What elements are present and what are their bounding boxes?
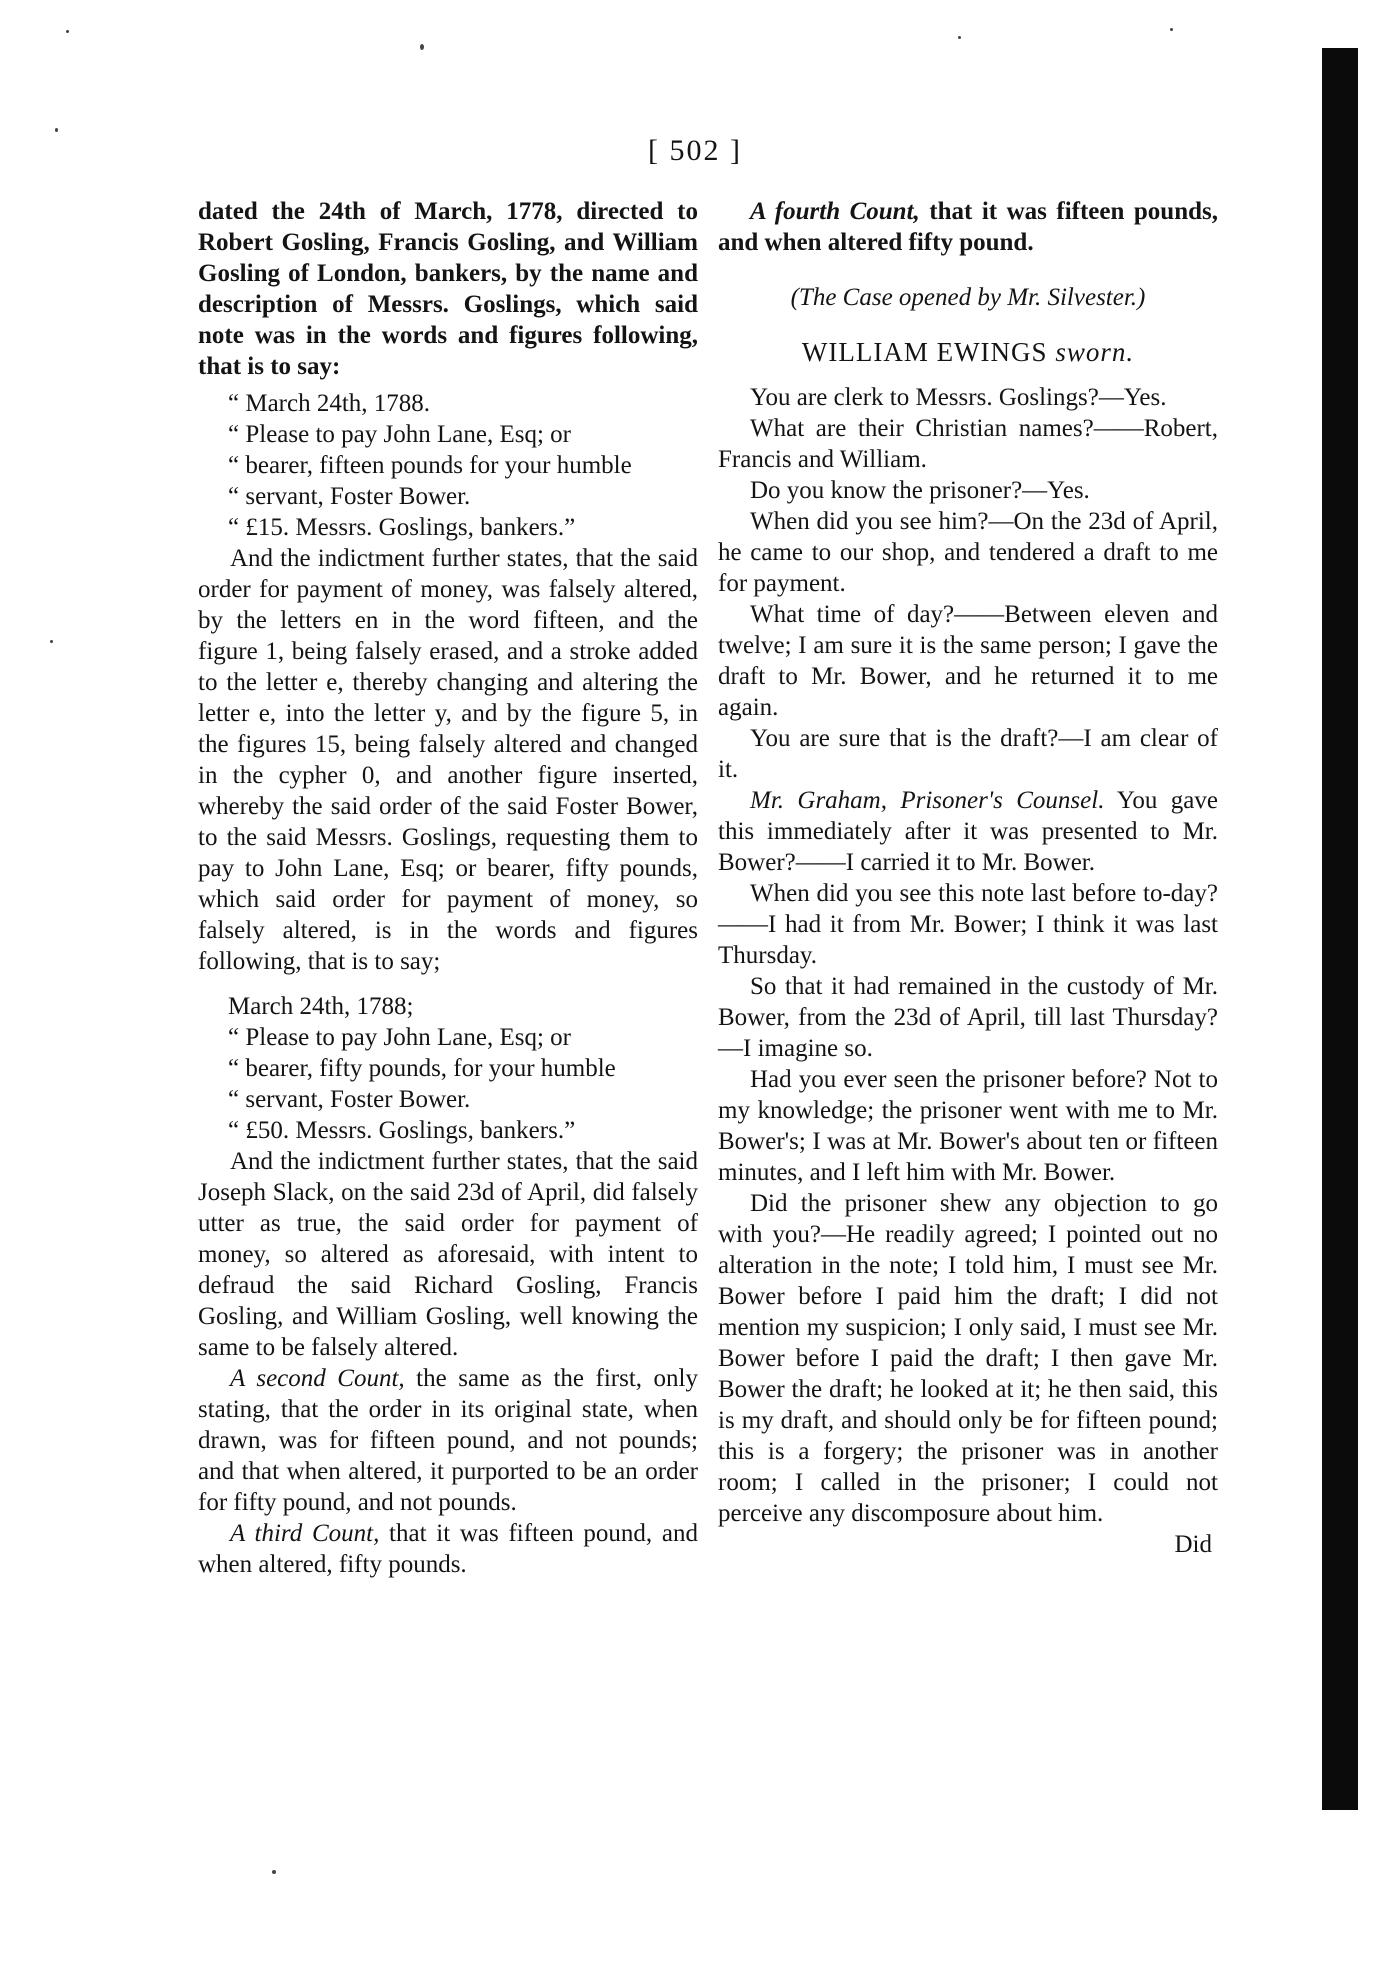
counsel-text: You gave this immediately after it was presented to Mr. Bower?——I carried it to Mr. Bower. bbox=[718, 787, 1218, 876]
exchange-1: You are clerk to Messrs. Goslings?—Yes. bbox=[750, 384, 1167, 411]
exchange-9: Had you ever seen the prisoner before? Not to my knowledge; the prisoner went with me to Mr. Bower's; I was at Mr. Bower's about ten or fifteen minutes, and I left him with Mr. Bower. bbox=[718, 1066, 1218, 1186]
second-count-paragraph bbox=[198, 1363, 698, 1518]
exchange-8: So that it had remained in the custody of Mr. Bower, from the 23d of April, till last Thursday?—I imagine so. bbox=[718, 973, 1218, 1062]
quote-2-line-2: “ bearer, fifty pounds, for your humble bbox=[228, 1055, 616, 1082]
witness-name: WILLIAM EWINGS bbox=[801, 337, 1048, 367]
scan-speck bbox=[50, 640, 53, 643]
fourth-count-paragraph bbox=[718, 196, 1218, 258]
catchword: Did bbox=[1174, 1531, 1212, 1558]
witness-heading bbox=[718, 337, 1218, 368]
exchange-10: Did the prisoner shew any objection to go with you?—He readily agreed; I pointed out no alteration in the note; I told him, I must see Mr. Bower before I paid him the draft; I did not mention my suspicion; I only said, I must see Mr. Bower before I paid the draft; I then gave Mr. Bower the draft; he looked at it; he then said, this is my draft, and should only be for fifteen pound; this is a forgery; the prisoner was in another room; I called in the prisoner; I could not perceive any discomposure about him. bbox=[718, 1190, 1218, 1527]
quote-2-line-3: “ servant, Foster Bower. bbox=[228, 1086, 471, 1113]
scan-speck bbox=[958, 36, 961, 39]
counsel-paragraph bbox=[718, 785, 1218, 878]
witness-sworn: sworn. bbox=[1047, 337, 1135, 367]
third-count-label: A third Count, bbox=[230, 1520, 380, 1547]
third-count-paragraph bbox=[198, 1518, 698, 1580]
exchange-2: What are their Christian names?——Robert, Francis and William. bbox=[718, 415, 1218, 473]
fourth-count-label: A fourth Count, bbox=[750, 198, 920, 225]
scan-speck bbox=[272, 1870, 276, 1874]
quote-1-line-3: “ servant, Foster Bower. bbox=[228, 483, 471, 510]
third-count-text: that it was fifteen pound, and when altered, fifty pounds. bbox=[198, 1520, 698, 1578]
second-count-label: A second Count, bbox=[230, 1365, 405, 1392]
page-number: [ 502 ] bbox=[648, 134, 742, 167]
case-note: (The Case opened by Mr. Silvester.) bbox=[790, 284, 1146, 311]
quote-1-line-2: “ bearer, fifteen pounds for your humble bbox=[228, 452, 632, 479]
second-count-text: the same as the first, only stating, that the order in its original state, when drawn, was for fifteen pound, and not pounds; and that when altered, it purported to be an order for fifty pound, and not pounds. bbox=[198, 1365, 698, 1516]
scan-speck bbox=[55, 128, 58, 132]
quote-2-line-1: “ Please to pay John Lane, Esq; or bbox=[228, 1024, 571, 1051]
right-column bbox=[718, 196, 1218, 1560]
left-column bbox=[198, 196, 698, 1580]
exchange-3: Do you know the prisoner?—Yes. bbox=[750, 477, 1090, 504]
scan-speck bbox=[66, 30, 69, 33]
exchange-5: What time of day?——Between eleven and twelve; I am sure it is the same person; I gave the draft to Mr. Bower, and he returned it to me again. bbox=[718, 601, 1218, 721]
quote-1-line-1: “ Please to pay John Lane, Esq; or bbox=[228, 421, 571, 448]
quote-2-date: March 24th, 1788; bbox=[228, 993, 414, 1020]
binding-edge bbox=[1322, 48, 1358, 1810]
fourth-count-text: that it was fifteen pounds, and when altered fifty pound. bbox=[718, 198, 1218, 256]
left-paragraph-3: And the indictment further states, that the said Joseph Slack, on the said 23d of April, did falsely utter as true, the said order for payment of money, so altered as aforesaid, with intent to defraud the said Richard Gosling, Francis Gosling, and William Gosling, well knowing the same to be falsely altered. bbox=[198, 1148, 698, 1361]
exchange-6: You are sure that is the draft?—I am clear of it. bbox=[718, 725, 1218, 783]
counsel-label: Mr. Graham, Prisoner's Counsel. bbox=[750, 787, 1105, 814]
quote-2-line-4: “ £50. Messrs. Goslings, bankers.” bbox=[228, 1117, 576, 1144]
exchange-7: When did you see this note last before to-day?——I had it from Mr. Bower; I think it was last Thursday. bbox=[718, 880, 1218, 969]
scan-speck bbox=[420, 44, 424, 50]
exchange-4: When did you see him?—On the 23d of April, he came to our shop, and tendered a draft to me for payment. bbox=[718, 508, 1218, 597]
left-paragraph-1: dated the 24th of March, 1778, directed to Robert Gosling, Francis Gosling, and William Gosling of London, bankers, by the name and description of Messrs. Goslings, which said note was in the words and figures following, that is to say: bbox=[198, 198, 698, 380]
left-paragraph-2: And the indictment further states, that the said order for payment of money, was falsely altered, by the letters en in the word fifteen, and the figure 1, being falsely erased, and a stroke added to the letter e, thereby changing and altering the letter e, into the letter y, and by the figure 5, in the figures 15, being falsely altered and changed in the cypher 0, and another figure inserted, whereby the said order of the said Foster Bower, to the said Messrs. Goslings, requesting them to pay to John Lane, Esq; or bearer, fifty pounds, which said order for payment of money, so falsely altered, is in the words and figures following, that is to say; bbox=[198, 545, 698, 975]
scan-speck bbox=[1170, 28, 1173, 31]
quote-1-line-4: “ £15. Messrs. Goslings, bankers.” bbox=[228, 514, 576, 541]
quote-1-date: “ March 24th, 1788. bbox=[228, 390, 431, 417]
